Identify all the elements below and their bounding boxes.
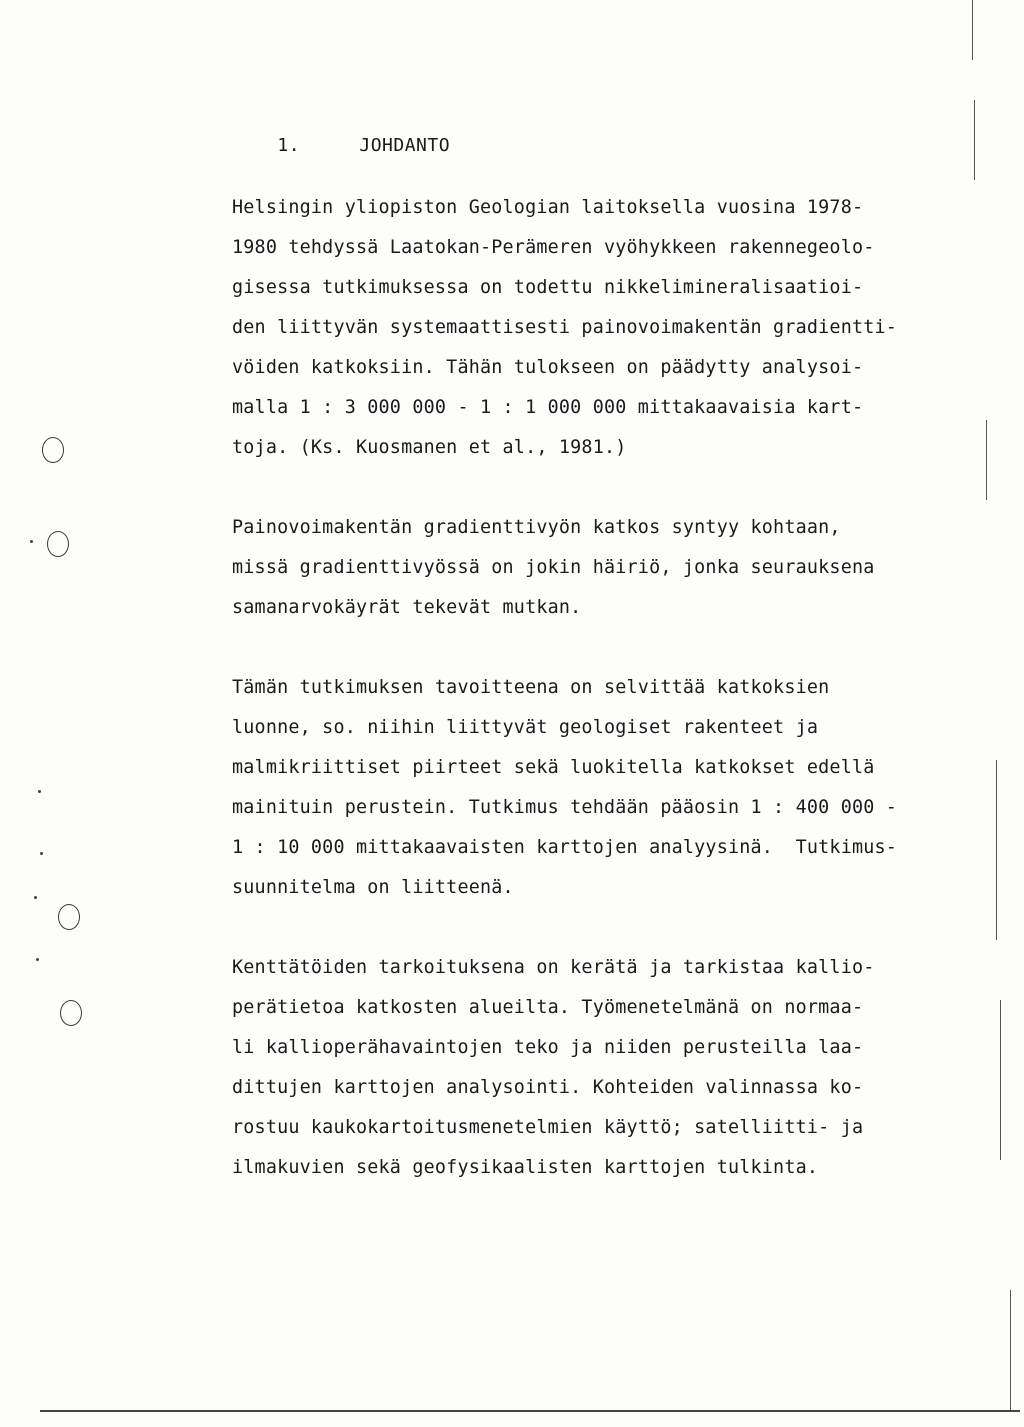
section-number: 1. — [277, 135, 301, 156]
text-line: toja. (Ks. Kuosmanen et al., 1981.) — [232, 437, 627, 458]
binder-hole-4 — [60, 1000, 82, 1026]
scan-edge-line — [972, 0, 973, 60]
paragraph-definition — [232, 508, 875, 628]
scan-edge-line — [1000, 1000, 1001, 1160]
text-line: suunnitelma on liitteenä. — [232, 877, 514, 898]
text-line: Helsingin yliopiston Geologian laitoksella vuosina 1978- — [232, 197, 864, 218]
binder-hole-3 — [58, 904, 80, 930]
text-line: luonne, so. niihin liittyvät geologiset rakenteet ja — [232, 717, 819, 738]
scan-speck — [30, 540, 33, 543]
text-line: den liittyvän systemaattisesti painovoimakentän gradientti- — [232, 317, 898, 338]
section-title: JOHDANTO — [359, 135, 451, 156]
text-line: Painovoimakentän gradienttivyön katkos syntyy kohtaan, — [232, 517, 841, 538]
text-line: malla 1 : 3 000 000 - 1 : 1 000 000 mittakaavaisia kart- — [232, 397, 864, 418]
text-line: ilmakuvien sekä geofysikaalisten karttojen tulkinta. — [232, 1157, 819, 1178]
scan-edge-line — [974, 100, 975, 180]
text-line: rostuu kaukokartoitusmenetelmien käyttö; satelliitti- ja — [232, 1117, 864, 1138]
scan-edge-line — [986, 420, 987, 500]
text-line: malmikriittiset piirteet sekä luokitella katkokset edellä — [232, 757, 875, 778]
paragraph-objective — [232, 668, 897, 908]
binder-hole-1 — [42, 437, 64, 463]
binder-hole-2 — [47, 531, 69, 557]
text-line: 1 : 10 000 mittakaavaisten karttojen analyysinä. Tutkimus- — [232, 837, 898, 858]
text-line: Tämän tutkimuksen tavoitteena on selvittää katkoksien — [232, 677, 830, 698]
scan-edge-line — [996, 760, 997, 940]
text-line: samanarvokäyrät tekevät mutkan. — [232, 597, 582, 618]
scan-edge-line — [1010, 1290, 1011, 1410]
paragraph-fieldwork — [232, 948, 875, 1188]
scan-speck — [38, 790, 41, 793]
text-line: missä gradienttivyössä on jokin häiriö, jonka seurauksena — [232, 557, 875, 578]
text-line: Kenttätöiden tarkoituksena on kerätä ja tarkistaa kallio- — [232, 957, 875, 978]
text-line: 1980 tehdyssä Laatokan-Perämeren vyöhykkeen rakennegeolo- — [232, 237, 875, 258]
text-line: gisessa tutkimuksessa on todettu nikkelimineralisaatioi- — [232, 277, 864, 298]
section-heading — [232, 114, 450, 177]
scan-bottom-line — [40, 1410, 1020, 1412]
text-line: mainituin perustein. Tutkimus tehdään pääosin 1 : 400 000 - — [232, 797, 898, 818]
text-line: perätietoa katkosten alueilta. Työmenetelmänä on normaa- — [232, 997, 864, 1018]
scan-speck — [40, 852, 43, 855]
scan-speck — [34, 896, 37, 899]
text-line: vöiden katkoksiin. Tähän tulokseen on päädytty analysoi- — [232, 357, 864, 378]
text-line: dittujen karttojen analysointi. Kohteiden valinnassa ko- — [232, 1077, 864, 1098]
paragraph-intro — [232, 188, 897, 468]
text-line: li kallioperähavaintojen teko ja niiden perusteilla laa- — [232, 1037, 864, 1058]
scan-speck — [36, 958, 39, 961]
